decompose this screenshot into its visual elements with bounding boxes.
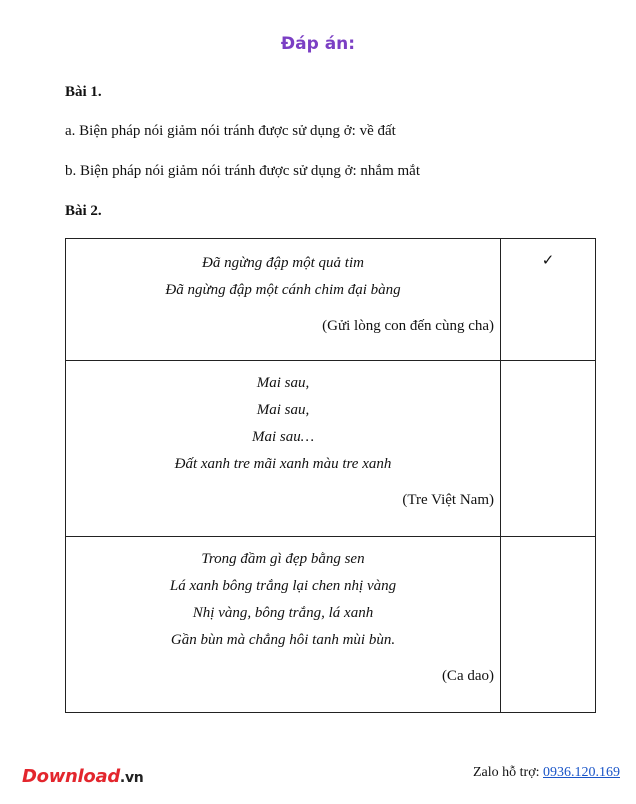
checkmark-icon: ✓ bbox=[541, 251, 555, 269]
poem-line: Nhị vàng, bông trắng, lá xanh bbox=[192, 605, 374, 621]
mark-cell bbox=[501, 361, 596, 537]
logo-text: Download bbox=[22, 766, 120, 787]
answer-title: Đáp án: bbox=[280, 34, 356, 54]
poem-line: Gần bùn mà chẳng hôi tanh mùi bùn. bbox=[170, 632, 396, 648]
zalo-support bbox=[473, 765, 620, 781]
poem-lines bbox=[66, 361, 500, 478]
poem-line: Đất xanh tre mãi xanh màu tre xanh bbox=[174, 456, 392, 472]
poem-lines bbox=[66, 537, 500, 654]
support-phone-link[interactable]: 0936.120.169 bbox=[543, 765, 620, 780]
table-row bbox=[66, 361, 596, 537]
poem-source: (Gửi lòng con đến cùng cha) bbox=[322, 318, 494, 334]
bai2-heading: Bài 2. bbox=[65, 203, 102, 219]
poem-line: Mai sau, bbox=[256, 375, 310, 391]
poem-cell bbox=[66, 537, 501, 713]
poem-table bbox=[65, 238, 596, 713]
poem-line: Mai sau, bbox=[256, 402, 310, 418]
poem-source: (Ca dao) bbox=[441, 668, 494, 684]
support-label: Zalo hỗ trợ: bbox=[473, 765, 543, 780]
mark-cell bbox=[501, 537, 596, 713]
table-row bbox=[66, 537, 596, 713]
poem-line: Mai sau… bbox=[251, 429, 315, 445]
poem-source: (Tre Việt Nam) bbox=[402, 492, 494, 508]
poem-lines bbox=[66, 239, 500, 304]
poem-line: Đã ngừng đập một quả tim bbox=[202, 255, 364, 271]
poem-line: Đã ngừng đập một cánh chim đại bàng bbox=[165, 282, 401, 298]
bai1-answer-b: b. Biện pháp nói giảm nói tránh được sử dụng ở: nhắm mắt bbox=[65, 163, 420, 179]
table-row bbox=[66, 239, 596, 361]
bai1-answer-a: a. Biện pháp nói giảm nói tránh được sử dụng ở: về đất bbox=[65, 123, 396, 139]
download-logo[interactable] bbox=[22, 766, 143, 787]
poem-cell bbox=[66, 361, 501, 537]
mark-cell bbox=[501, 239, 596, 361]
poem-line: Lá xanh bông trắng lại chen nhị vàng bbox=[169, 578, 397, 594]
poem-line: Trong đầm gì đẹp bằng sen bbox=[201, 551, 365, 567]
logo-suffix: .vn bbox=[119, 770, 144, 786]
bai1-heading: Bài 1. bbox=[65, 84, 102, 100]
poem-cell bbox=[66, 239, 501, 361]
